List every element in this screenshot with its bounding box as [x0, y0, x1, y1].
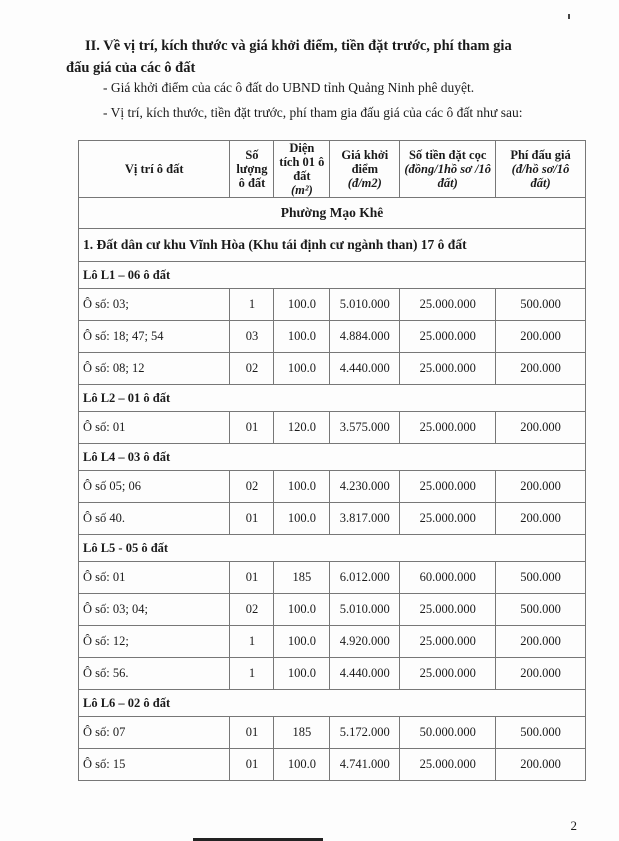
table-row: [79, 717, 586, 749]
lot-header-row: [79, 385, 586, 412]
table-row: [79, 658, 586, 690]
cell-count: 01: [230, 412, 274, 444]
cell-fee: 200.000: [496, 353, 586, 385]
cell-fee: 500.000: [496, 594, 586, 626]
cell-count: 03: [230, 321, 274, 353]
lot-title: Lô L1 – 06 ô đất: [79, 262, 586, 289]
cell-fee: 200.000: [496, 471, 586, 503]
cell-count: 02: [230, 594, 274, 626]
cell-position: Ô số: 08; 12: [79, 353, 230, 385]
cell-area: 100.0: [274, 626, 330, 658]
section-row: 1. Đất dân cư khu Vĩnh Hòa (Khu tái định cư ngành than) 17 ô đất: [79, 229, 586, 262]
cell-fee: 500.000: [496, 289, 586, 321]
cell-count: 02: [230, 471, 274, 503]
cell-position: Ô số: 15: [79, 749, 230, 781]
cell-price: 3.817.000: [330, 503, 400, 535]
lot-title: Lô L2 – 01 ô đất: [79, 385, 586, 412]
cell-deposit: 60.000.000: [400, 562, 496, 594]
lot-header-row: [79, 690, 586, 717]
header-count: Số lượng ô đất: [230, 141, 274, 198]
cell-deposit: 25.000.000: [400, 353, 496, 385]
cell-deposit: 25.000.000: [400, 321, 496, 353]
cell-price: 4.230.000: [330, 471, 400, 503]
header-fee: Phí đấu giá (đ/hồ sơ/1ô đất): [496, 141, 586, 198]
cell-count: 1: [230, 626, 274, 658]
cell-position: Ô số: 18; 47; 54: [79, 321, 230, 353]
cell-deposit: 50.000.000: [400, 717, 496, 749]
cell-price: 6.012.000: [330, 562, 400, 594]
cell-deposit: 25.000.000: [400, 503, 496, 535]
table-row: [79, 626, 586, 658]
table-row: [79, 412, 586, 444]
cell-position: Ô số: 01: [79, 562, 230, 594]
cell-count: 1: [230, 289, 274, 321]
cell-area: 100.0: [274, 353, 330, 385]
cell-count: 1: [230, 658, 274, 690]
cell-fee: 200.000: [496, 412, 586, 444]
cell-area: 100.0: [274, 749, 330, 781]
lot-title: Lô L4 – 03 ô đất: [79, 444, 586, 471]
cell-count: 01: [230, 562, 274, 594]
table-row: [79, 562, 586, 594]
table-row: [79, 594, 586, 626]
table-row: [79, 353, 586, 385]
cell-position: Ô số: 01: [79, 412, 230, 444]
lot-header-row: [79, 535, 586, 562]
cell-fee: 200.000: [496, 503, 586, 535]
cell-price: 4.884.000: [330, 321, 400, 353]
cell-fee: 200.000: [496, 626, 586, 658]
cell-area: 100.0: [274, 658, 330, 690]
cell-fee: 200.000: [496, 658, 586, 690]
cell-position: Ô số: 12;: [79, 626, 230, 658]
cell-deposit: 25.000.000: [400, 594, 496, 626]
cell-deposit: 25.000.000: [400, 626, 496, 658]
cell-price: 4.920.000: [330, 626, 400, 658]
table-row: [79, 471, 586, 503]
cell-position: Ô số: 03; 04;: [79, 594, 230, 626]
table-row: [79, 289, 586, 321]
cell-deposit: 25.000.000: [400, 749, 496, 781]
header-area: Diện tích 01 ô đất (m²): [274, 141, 330, 198]
header-position: Vị trí ô đất: [79, 141, 230, 198]
ward-row: Phường Mạo Khê: [79, 198, 586, 229]
cell-fee: 200.000: [496, 749, 586, 781]
cell-price: 4.440.000: [330, 353, 400, 385]
section-heading: [66, 35, 585, 79]
cell-deposit: 25.000.000: [400, 412, 496, 444]
lot-title: Lô L5 - 05 ô đất: [79, 535, 586, 562]
heading-line-1: II. Về vị trí, kích thước và giá khởi điểm, tiền đặt trước, phí tham gia: [85, 38, 512, 54]
heading-line-2: đấu giá của các ô đất: [66, 60, 196, 76]
header-price: Giá khởi điểm (đ/m2): [330, 141, 400, 198]
cell-price: 5.010.000: [330, 289, 400, 321]
cell-area: 100.0: [274, 289, 330, 321]
page-number: 2: [570, 818, 577, 833]
cell-price: 3.575.000: [330, 412, 400, 444]
cell-area: 100.0: [274, 594, 330, 626]
cell-count: 01: [230, 749, 274, 781]
cell-area: 100.0: [274, 321, 330, 353]
cell-area: 120.0: [274, 412, 330, 444]
cell-fee: 500.000: [496, 562, 586, 594]
cell-count: 01: [230, 503, 274, 535]
table-row: [79, 503, 586, 535]
cell-deposit: 25.000.000: [400, 471, 496, 503]
cell-area: 185: [274, 717, 330, 749]
lot-header-row: [79, 444, 586, 471]
cell-area: 100.0: [274, 471, 330, 503]
cell-position: Ô số 40.: [79, 503, 230, 535]
table-row: [79, 749, 586, 781]
cell-count: 01: [230, 717, 274, 749]
cell-position: Ô số: 07: [79, 717, 230, 749]
bullet-1: - Giá khởi điểm của các ô đất do UBND tỉnh Quảng Ninh phê duyệt.: [103, 80, 475, 95]
table-header-row: [79, 141, 586, 198]
lot-title: Lô L6 – 02 ô đất: [79, 690, 586, 717]
cell-area: 185: [274, 562, 330, 594]
land-plot-table: [78, 140, 586, 781]
cell-deposit: 25.000.000: [400, 289, 496, 321]
cell-deposit: 25.000.000: [400, 658, 496, 690]
cell-count: 02: [230, 353, 274, 385]
cell-price: 5.172.000: [330, 717, 400, 749]
cell-position: Ô số: 03;: [79, 289, 230, 321]
cell-price: 4.440.000: [330, 658, 400, 690]
cell-area: 100.0: [274, 503, 330, 535]
scan-mark: [568, 14, 570, 19]
table-row: [79, 321, 586, 353]
cell-fee: 200.000: [496, 321, 586, 353]
cell-position: Ô số: 56.: [79, 658, 230, 690]
cell-fee: 500.000: [496, 717, 586, 749]
bullet-2: - Vị trí, kích thước, tiền đặt trước, phí tham gia đấu giá của các ô đất như sau:: [103, 105, 523, 120]
lot-header-row: [79, 262, 586, 289]
cell-price: 4.741.000: [330, 749, 400, 781]
cell-position: Ô số 05; 06: [79, 471, 230, 503]
cell-price: 5.010.000: [330, 594, 400, 626]
header-deposit: Số tiền đặt cọc (đồng/1hồ sơ /1ô đất): [400, 141, 496, 198]
